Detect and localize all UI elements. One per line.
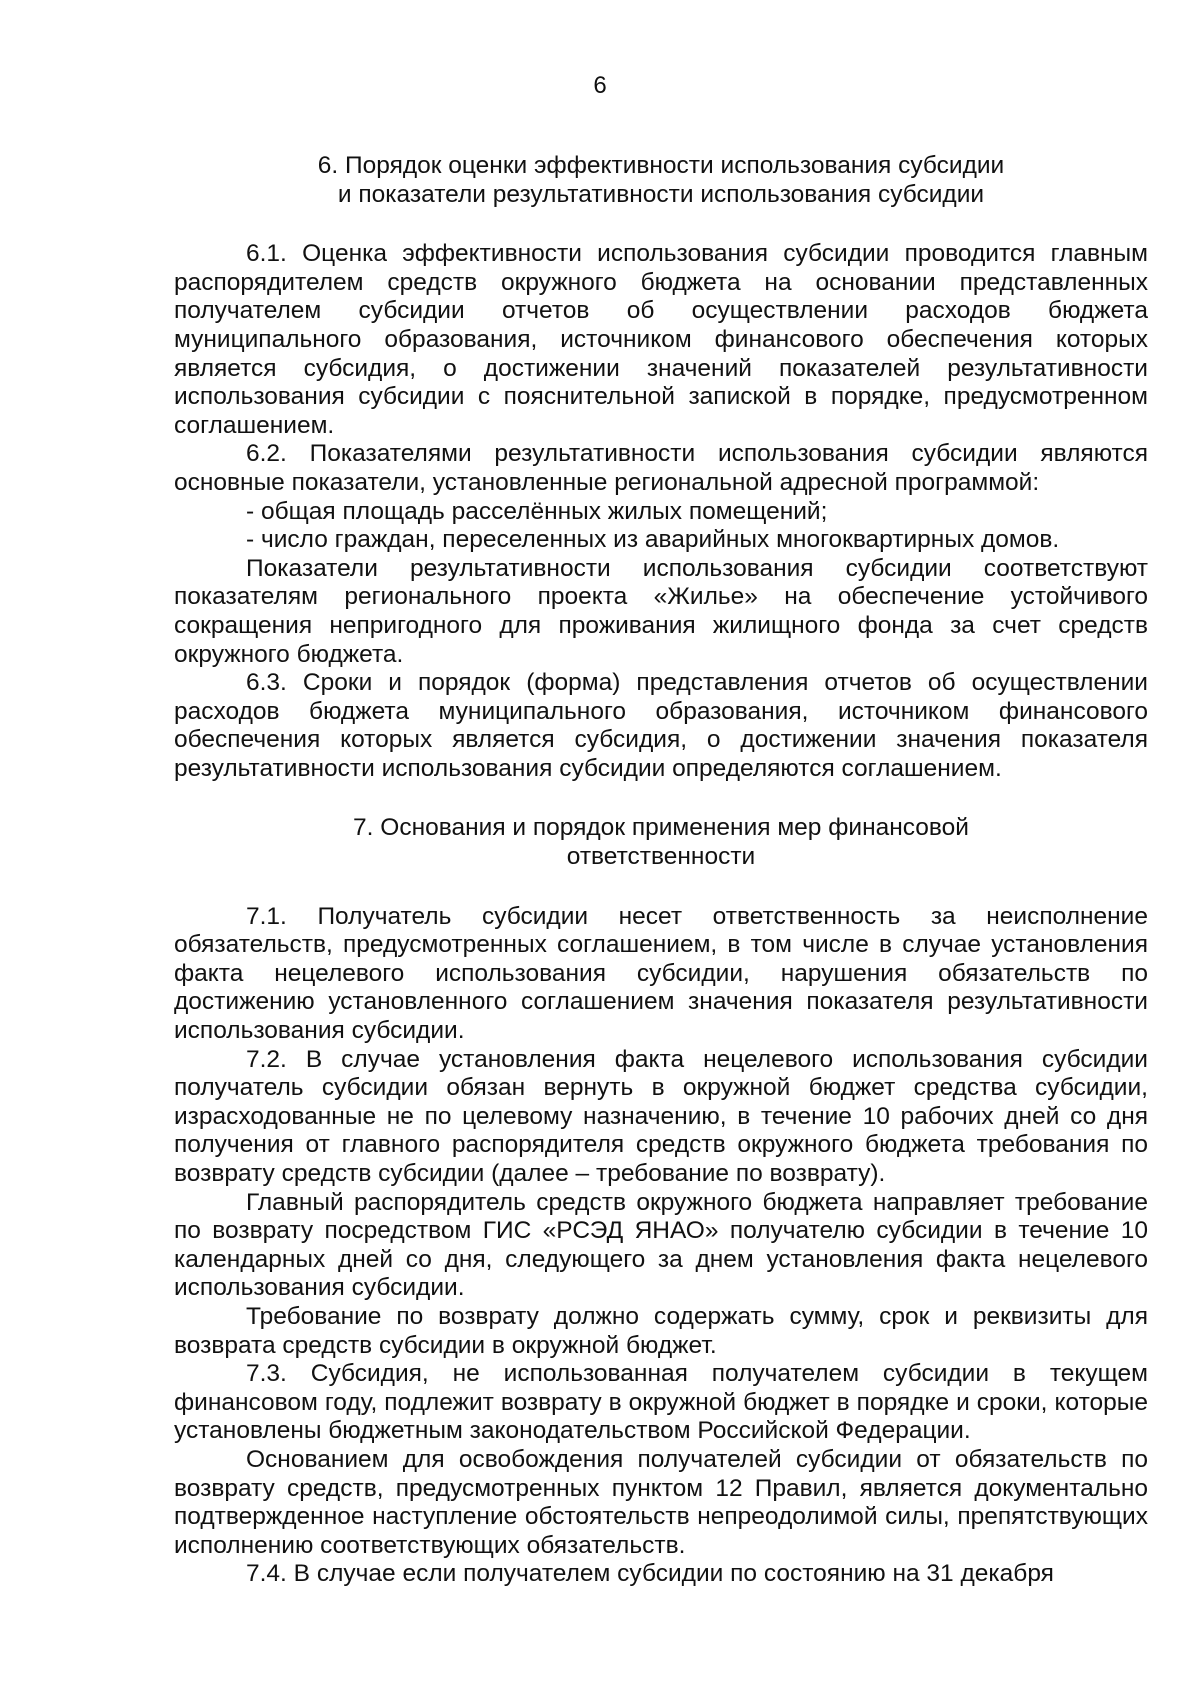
paragraph-7-2: 7.2. В случае установления факта нецелевого использования субсидии получатель субсидии обязан вернуть в окружной бюджет средства субсидии, израсходованные не по целевому назначению, в течение 10 рабочих дней со дня получения от главного распорядителя средств окружного бюджета требования по возврату средств субсидии (далее – требование по возврату). bbox=[174, 1045, 1148, 1187]
section-7-heading-line-1: 7. Основания и порядок применения мер финансовой bbox=[353, 814, 969, 842]
list-item-area: - общая площадь расселённых жилых помещений; bbox=[246, 497, 828, 525]
paragraph-7-1: 7.1. Получатель субсидии несет ответственность за неисполнение обязательств, предусмотренных соглашением, в том числе в случае установления факта нецелевого использования субсидии, нарушения обязательств по достижению установленного соглашением значения показателя результативности использования субсидии. bbox=[174, 902, 1148, 1045]
paragraph-6-2-indicators: Показатели результативности использования субсидии соответствуют показателям регионального проекта «Жилье» на обеспечение устойчивого сокращения непригодного для проживания жилищного фонда за счет средств окружного бюджета. bbox=[174, 554, 1148, 668]
section-6-heading-line-1: 6. Порядок оценки эффективности использования субсидии bbox=[317, 152, 1005, 179]
section-6-heading-line-2: и показатели результативности использования субсидии bbox=[337, 180, 985, 208]
list-item-citizens: - число граждан, переселенных из аварийных многоквартирных домов. bbox=[246, 526, 1060, 554]
paragraph-7-4: 7.4. В случае если получателем субсидии по состоянию на 31 декабря bbox=[246, 1560, 1054, 1588]
section-7-heading-line-2: ответственности bbox=[566, 843, 756, 871]
section-7-heading bbox=[174, 814, 1148, 871]
paragraph-7-2-requirement: Требование по возврату должно содержать сумму, срок и реквизиты для возврата средств субсидии в окружной бюджет. bbox=[174, 1302, 1148, 1359]
paragraph-7-3: 7.3. Субсидия, не использованная получателем субсидии в текущем финансовом году, подлежит возврату в окружной бюджет в порядке и сроки, которые установлены бюджетным законодательством Российской Федерации. bbox=[174, 1360, 1148, 1445]
paragraph-6-3: 6.3. Сроки и порядок (форма) представления отчетов об осуществлении расходов бюджета муниципального образования, источником финансового обеспечения которых является субсидия, о достижении значения показателя результативности использования субсидии определяются соглашением. bbox=[174, 669, 1148, 782]
paragraph-7-2-notice: Главный распорядитель средств окружного бюджета направляет требование по возврату посредством ГИС «РСЭД ЯНАО» получателю субсидии в течение 10 календарных дней со дня, следующего за днем установления факта нецелевого использования субсидии. bbox=[174, 1188, 1148, 1302]
paragraph-6-2: 6.2. Показателями результативности использования субсидии являются основные показатели, установленные региональной адресной программой: bbox=[174, 440, 1148, 496]
section-6-heading bbox=[174, 152, 1148, 209]
page-number: 6 bbox=[593, 72, 607, 99]
paragraph-7-3-exemption: Основанием для освобождения получателей субсидии от обязательств по возврату средств, предусмотренных пунктом 12 Правил, является документально подтвержденное наступление обстоятельств непреодолимой силы, препятствующих исполнению соответствующих обязательств. bbox=[174, 1445, 1148, 1559]
document-body bbox=[174, 152, 1148, 1589]
paragraph-6-1: 6.1. Оценка эффективности использования субсидии проводится главным распорядителем средств окружного бюджета на основании представленных получателем субсидии отчетов об осуществлении расходов бюджета муниципального образования, источником финансового обеспечения которых является субсидия, о достижении значений показателей результативности использования субсидии с пояснительной запиской в порядке, предусмотренном соглашением. bbox=[174, 240, 1148, 439]
